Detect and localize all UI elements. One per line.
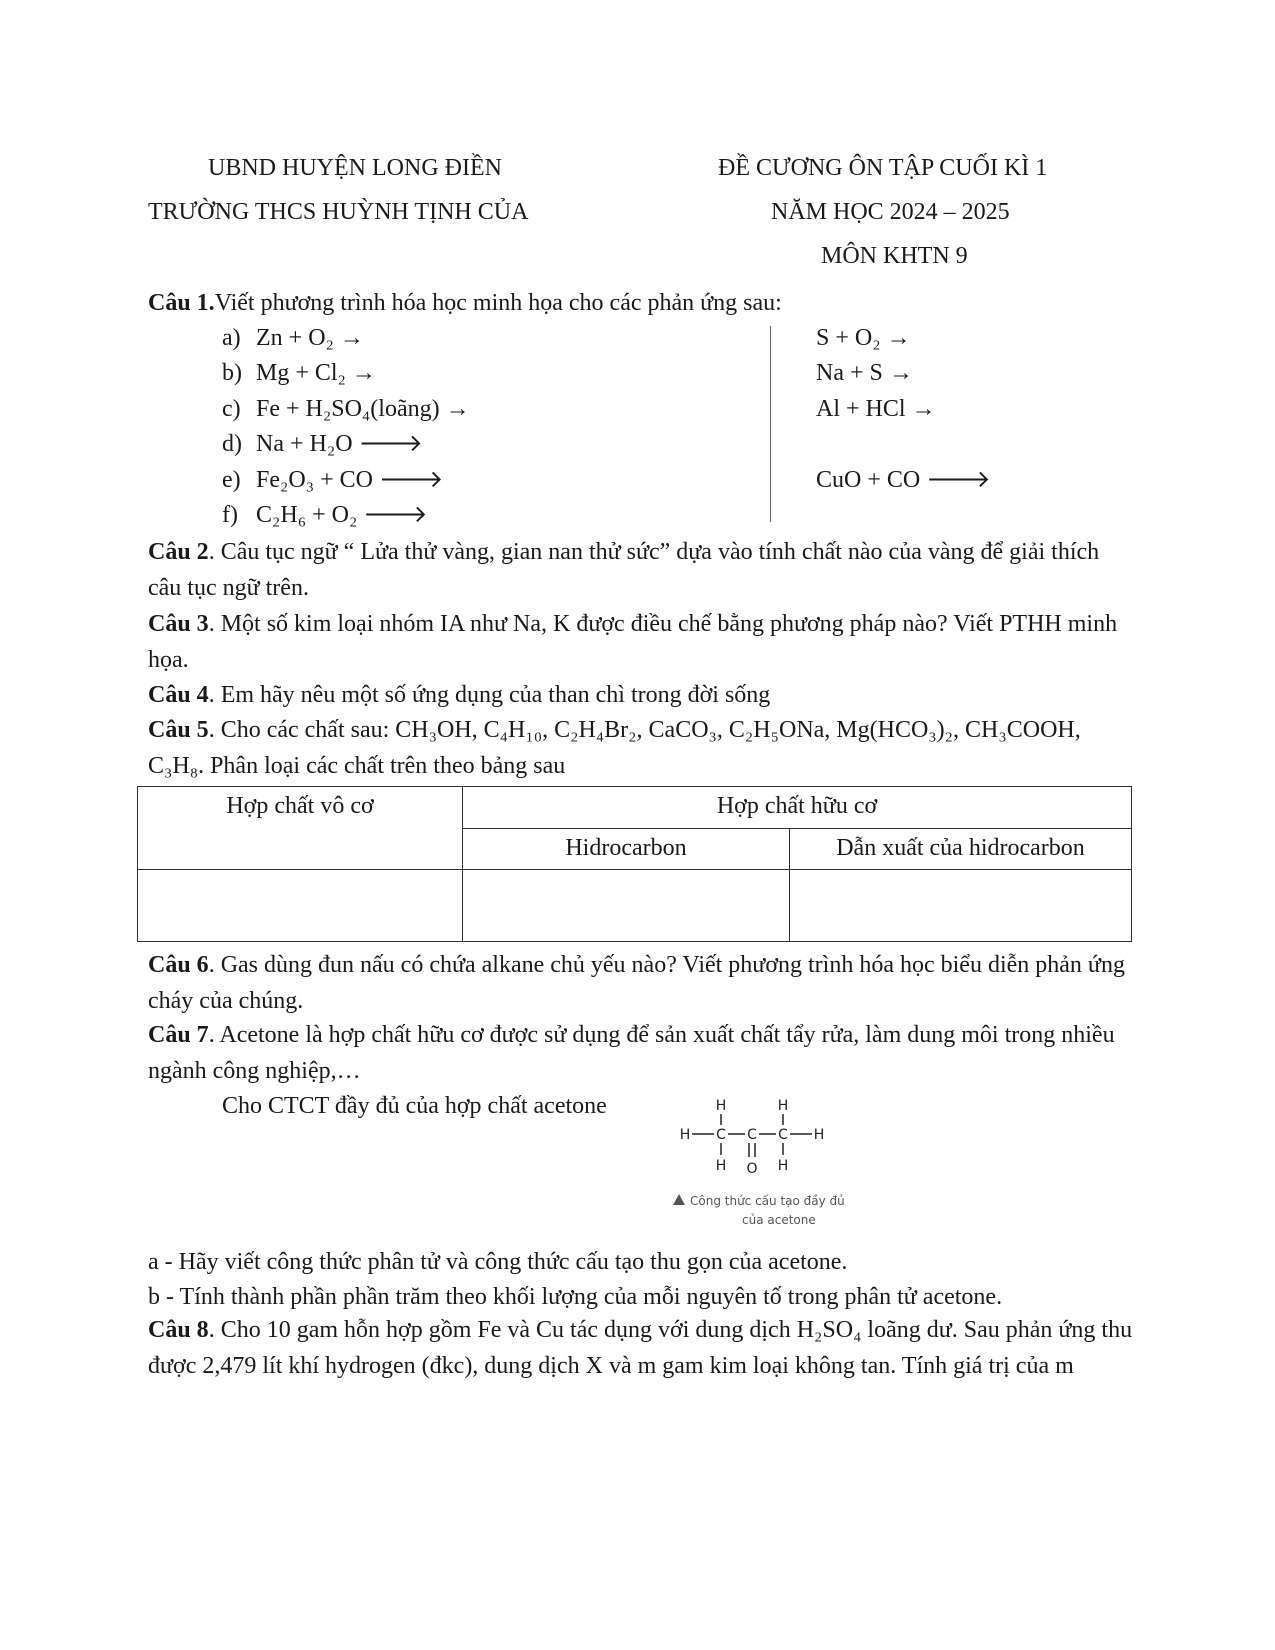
header-organic: Hợp chất hữu cơ <box>463 787 1132 829</box>
document-title: ĐỀ CƯƠNG ÔN TẬP CUỐI KÌ 1 <box>718 155 1048 181</box>
reaction-c-label: c) <box>222 396 241 422</box>
reaction-a: Zn + O₂ → <box>256 325 364 351</box>
classification-table <box>137 786 1132 942</box>
question-5-text: . Cho các chất sau: CH₃OH, C₄H₁₀, C₂H₄Br₂, CaCO₃, C₂H₅ONa, Mg(HCO₃)₂, CH₃COOH, C₃H₈. Phân loại các chất trên theo bảng sau <box>148 717 1081 779</box>
reaction-b-label: b) <box>222 360 242 386</box>
atom-o: O <box>746 1161 758 1177</box>
question-5 <box>148 712 1133 784</box>
atom-h: H <box>813 1127 825 1143</box>
question-7-part-a: a - Hãy viết công thức phân tử và công thức cấu tạo thu gọn của acetone. <box>148 1249 848 1275</box>
question-1-label: Câu 1. <box>148 290 215 316</box>
answer-cell-hydrocarbon[interactable] <box>463 870 790 942</box>
acetone-structural-formula <box>672 1095 872 1240</box>
question-7-text: . Acetone là hợp chất hữu cơ được sử dụng để sản xuất chất tẩy rửa, làm dung môi trong nhiều ngành công nghiệp,… <box>148 1022 1115 1084</box>
reaction-e-label: e) <box>222 467 241 493</box>
reaction-b: Mg + Cl₂ → <box>256 360 376 386</box>
reaction-a-label: a) <box>222 325 241 351</box>
acetone-prompt: Cho CTCT đầy đủ của hợp chất acetone <box>222 1093 607 1119</box>
figure-caption-line1: Công thức cấu tạo đầy đủ <box>690 1194 845 1208</box>
reaction-d: Na + H₂O 🡒 <box>256 431 423 457</box>
question-1 <box>148 285 1133 321</box>
question-2-label: Câu 2 <box>148 539 209 565</box>
figure-caption-line2: của acetone <box>742 1213 816 1227</box>
atom-c: C <box>778 1127 788 1143</box>
question-7-label: Câu 7 <box>148 1022 209 1048</box>
header-hydrocarbon: Hidrocarbon <box>463 828 790 870</box>
reaction-f: C₂H₆ + O₂ 🡒 <box>256 502 428 528</box>
atom-h: H <box>679 1127 691 1143</box>
question-3-label: Câu 3 <box>148 611 209 637</box>
atom-c: C <box>747 1127 757 1143</box>
question-3-text: . Một số kim loại nhóm IA như Na, K được điều chế bằng phương pháp nào? Viết PTHH minh họa. <box>148 611 1118 673</box>
question-1-text: Viết phương trình hóa học minh họa cho các phản ứng sau: <box>214 290 782 316</box>
reaction-d-label: d) <box>222 431 242 457</box>
question-6-text: . Gas dùng đun nấu có chứa alkane chủ yếu nào? Viết phương trình hóa học biểu diễn phản ứng cháy của chúng. <box>148 952 1125 1014</box>
header-inorganic: Hợp chất vô cơ <box>138 787 463 870</box>
header-hydrocarbon-derivative: Dẫn xuất của hidrocarbon <box>790 828 1132 870</box>
reaction-e: Fe₂O₃ + CO 🡒 <box>256 467 444 493</box>
atom-h: H <box>715 1098 727 1114</box>
reaction-cuo-co: CuO + CO 🡒 <box>816 467 991 493</box>
question-2 <box>148 534 1133 606</box>
atom-h: H <box>777 1098 789 1114</box>
subject: MÔN KHTN 9 <box>821 243 968 269</box>
question-6-label: Câu 6 <box>148 952 209 978</box>
caption-triangle-icon <box>673 1194 685 1205</box>
answer-cell-inorganic[interactable] <box>138 870 463 942</box>
question-8-text: . Cho 10 gam hỗn hợp gồm Fe và Cu tác dụng với dung dịch H₂SO₄ loãng dư. Sau phản ứng thu được 2,479 lít khí hydrogen (đkc), dung dịch X và m gam kim loại không tan. Tính giá trị của m <box>148 1317 1133 1379</box>
reaction-f-label: f) <box>222 502 238 528</box>
question-4-label: Câu 4 <box>148 682 209 708</box>
answer-cell-derivative[interactable] <box>790 870 1132 942</box>
question-6 <box>148 947 1133 1019</box>
question-7 <box>148 1017 1133 1089</box>
reaction-na-s: Na + S → <box>816 360 913 386</box>
question-2-text: . Câu tục ngữ “ Lửa thử vàng, gian nan thử sức” dựa vào tính chất nào của vàng để giải thích câu tục ngữ trên. <box>148 539 1100 601</box>
reaction-s-o2: S + O₂ → <box>816 325 911 351</box>
atom-c: C <box>716 1127 726 1143</box>
atom-h: H <box>777 1158 789 1174</box>
question-3 <box>148 606 1133 678</box>
question-8-label: Câu 8 <box>148 1317 209 1343</box>
question-4-text: . Em hãy nêu một số ứng dụng của than chì trong đời sống <box>208 682 771 708</box>
column-divider <box>770 326 771 522</box>
question-7-part-b: b - Tính thành phần phần trăm theo khối lượng của mỗi nguyên tố trong phân tử acetone. <box>148 1284 1003 1310</box>
question-5-label: Câu 5 <box>148 717 209 743</box>
atom-h: H <box>715 1158 727 1174</box>
reaction-c: Fe + H₂SO₄(loãng) → <box>256 396 470 422</box>
question-8 <box>148 1312 1133 1384</box>
school-name: TRƯỜNG THCS HUỲNH TỊNH CỦA <box>148 199 529 225</box>
question-4 <box>148 677 1133 713</box>
reaction-al-hcl: Al + HCl → <box>816 396 936 422</box>
school-district: UBND HUYỆN LONG ĐIỀN <box>208 155 502 181</box>
school-year: NĂM HỌC 2024 – 2025 <box>771 199 1010 225</box>
